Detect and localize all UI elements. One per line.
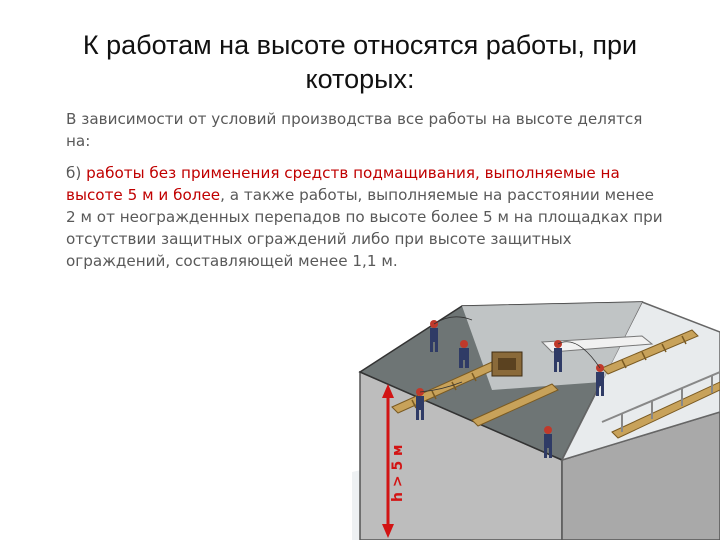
item-rest: , а также работы, выполняемые на расстоянии менее 2 м от неогражденных перепадов по высоте более 5 м на площадках при отсутствии защитных ограждений либо при высоте защитных ограждений, составляющей менее 1,1 м.	[66, 186, 663, 270]
height-label: h > 5 м	[390, 444, 406, 502]
rooftop-work-illustration	[352, 272, 720, 540]
item-b	[66, 162, 666, 272]
item-prefix: б)	[66, 164, 87, 182]
slide-title: К работам на высоте относятся работы, при которых:	[82, 30, 638, 94]
item-highlight: работы без применения средств подмащивания, выполняемые на высоте 5 м и более	[66, 164, 620, 204]
slide-body	[66, 108, 666, 282]
intro-text: В зависимости от условий производства все работы на высоте делятся на:	[66, 110, 643, 150]
equipment-crate	[492, 352, 522, 376]
